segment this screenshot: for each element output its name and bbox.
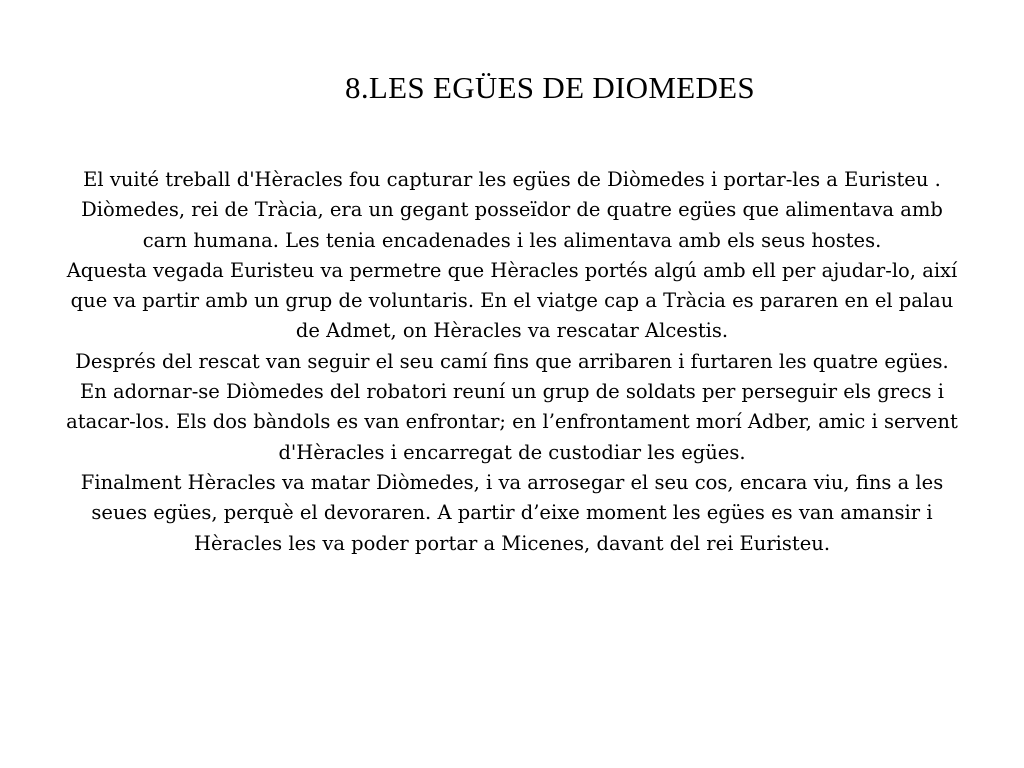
paragraph-2: Aquesta vegada Euristeu va permetre que Hèracles portés algú amb ell per ajudar-lo, així que va partir amb un grup de voluntaris. En el viatge cap a Tràcia es pararen en el palau de Admet, on Hèracles va rescatar Alcestis. (66, 258, 958, 343)
paragraph-3: Després del rescat van seguir el seu camí fins que arribaren i furtaren les quatre egües. En adornar-se Diòmedes del robatori reuní un grup de soldats per perseguir els grecs i atacar-los. Els dos bàndols es van enfrontar; en l’enfrontament morí Adber, amic i servent d'Hèracles i encarregat de custodiar les egües. (66, 349, 958, 464)
slide-title: 8.LES EGÜES DE DIOMEDES (345, 70, 755, 105)
paragraph-1: El vuité treball d'Hèracles fou capturar les egües de Diòmedes i portar-les a Euristeu . Diòmedes, rei de Tràcia, era un gegant posseïdor de quatre egües que alimentava amb carn humana. Les tenia encadenades i les alimentava amb els seus hostes. (81, 168, 943, 252)
slide-body (62, 165, 962, 559)
paragraph-4: Finalment Hèracles va matar Diòmedes, i va arrosegar el seu cos, encara viu, fins a les seues egües, perquè el devoraren. A partir d’eixe moment les egües es van amansir i Hèracles les va poder portar a Micenes, davant del rei Euristeu. (80, 470, 944, 555)
title-area (0, 0, 1024, 140)
